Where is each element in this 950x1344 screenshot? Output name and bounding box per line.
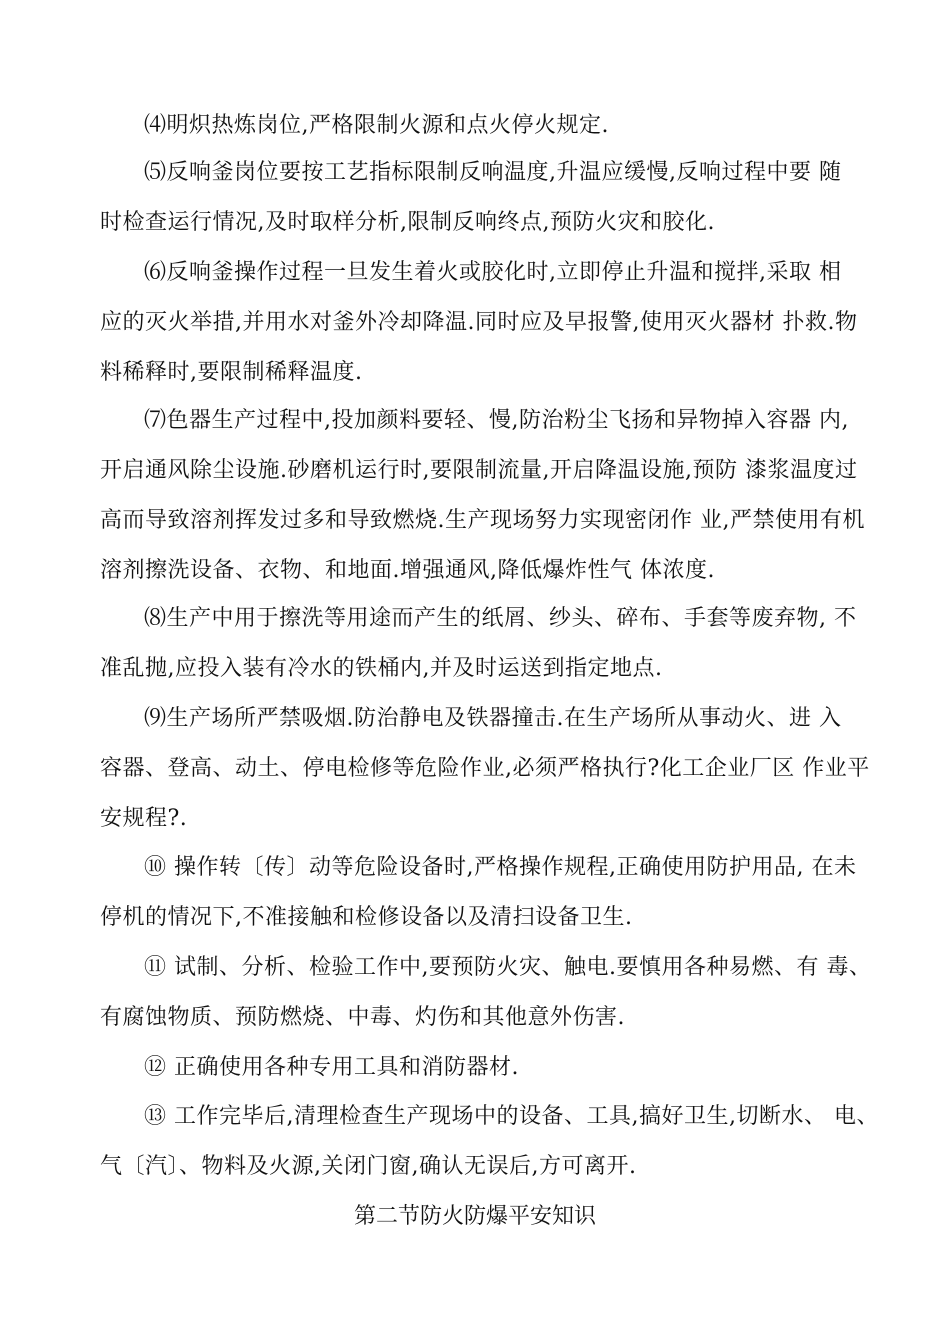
- text-line: ⑼生产场所严禁吸烟.防治静电及铁器撞击.在生产场所从事动火、进 入: [144, 706, 842, 731]
- text-line: ⑬ 工作完毕后,清理检查生产现场中的设备、工具,搞好卫生,切断水、 电、: [144, 1104, 879, 1129]
- section-heading: 第二节防火防爆平安知识: [353, 1204, 596, 1229]
- text-line: 溶剂擦洗设备、衣物、和地面.增强通风,降低爆炸性气 体浓度.: [100, 558, 715, 583]
- text-line: 开启通风除尘设施.砂磨机运行时,要限制流量,开启降温设施,预防 漆浆温度过: [100, 458, 858, 483]
- text-line: 有腐蚀物质、预防燃烧、中毒、灼伤和其他意外伤害.: [100, 1005, 625, 1030]
- text-line: ⑺色器生产过程中,投加颜料要轻、慢,防治粉尘飞扬和异物掉入容器 内,: [144, 408, 849, 433]
- text-line: ⑩ 操作转〔传〕动等危险设备时,严格操作规程,正确使用防护用品, 在未: [144, 855, 857, 880]
- text-line: ⑹反响釜操作过程一旦发生着火或胶化时,立即停止升温和搅拌,采取 相: [144, 260, 842, 285]
- text-line: 停机的情况下,不准接触和检修设备以及清扫设备卫生.: [100, 905, 633, 930]
- text-line: ⑫ 正确使用各种专用工具和消防器材.: [144, 1055, 519, 1080]
- text-line: ⑷明炽热炼岗位,严格限制火源和点火停火规定.: [144, 113, 609, 138]
- text-line: 气〔汽〕、物料及火源,关闭门窗,确认无误后,方可离开.: [100, 1154, 637, 1179]
- text-line: 高而导致溶剂挥发过多和导致燃烧.生产现场努力实现密闭作 业,严禁使用有机: [100, 508, 865, 533]
- text-line: 应的灭火举措,并用水对釜外冷却降温.同时应及早报警,使用灭火器材 扑救.物: [100, 310, 858, 335]
- text-line: ⑻生产中用于擦洗等用途而产生的纸屑、纱头、碎布、手套等废弃物, 不: [144, 606, 857, 631]
- text-line: 准乱抛,应投入装有冷水的铁桶内,并及时运送到指定地点.: [100, 656, 663, 681]
- text-line: 容器、登高、动土、停电检修等危险作业,必须严格执行?化工企业厂区 作业平: [100, 756, 870, 781]
- text-line: 安规程?.: [100, 806, 188, 831]
- text-line: ⑪ 试制、分析、检验工作中,要预防火灾、触电.要慎用各种易燃、有 毒、: [144, 955, 872, 980]
- text-line: ⑸反响釜岗位要按工艺指标限制反响温度,升温应缓慢,反响过程中要 随: [144, 160, 842, 185]
- text-line: 料稀释时,要限制稀释温度.: [100, 360, 363, 385]
- text-line: 时检查运行情况,及时取样分析,限制反响终点,预防火灾和胶化.: [100, 210, 715, 235]
